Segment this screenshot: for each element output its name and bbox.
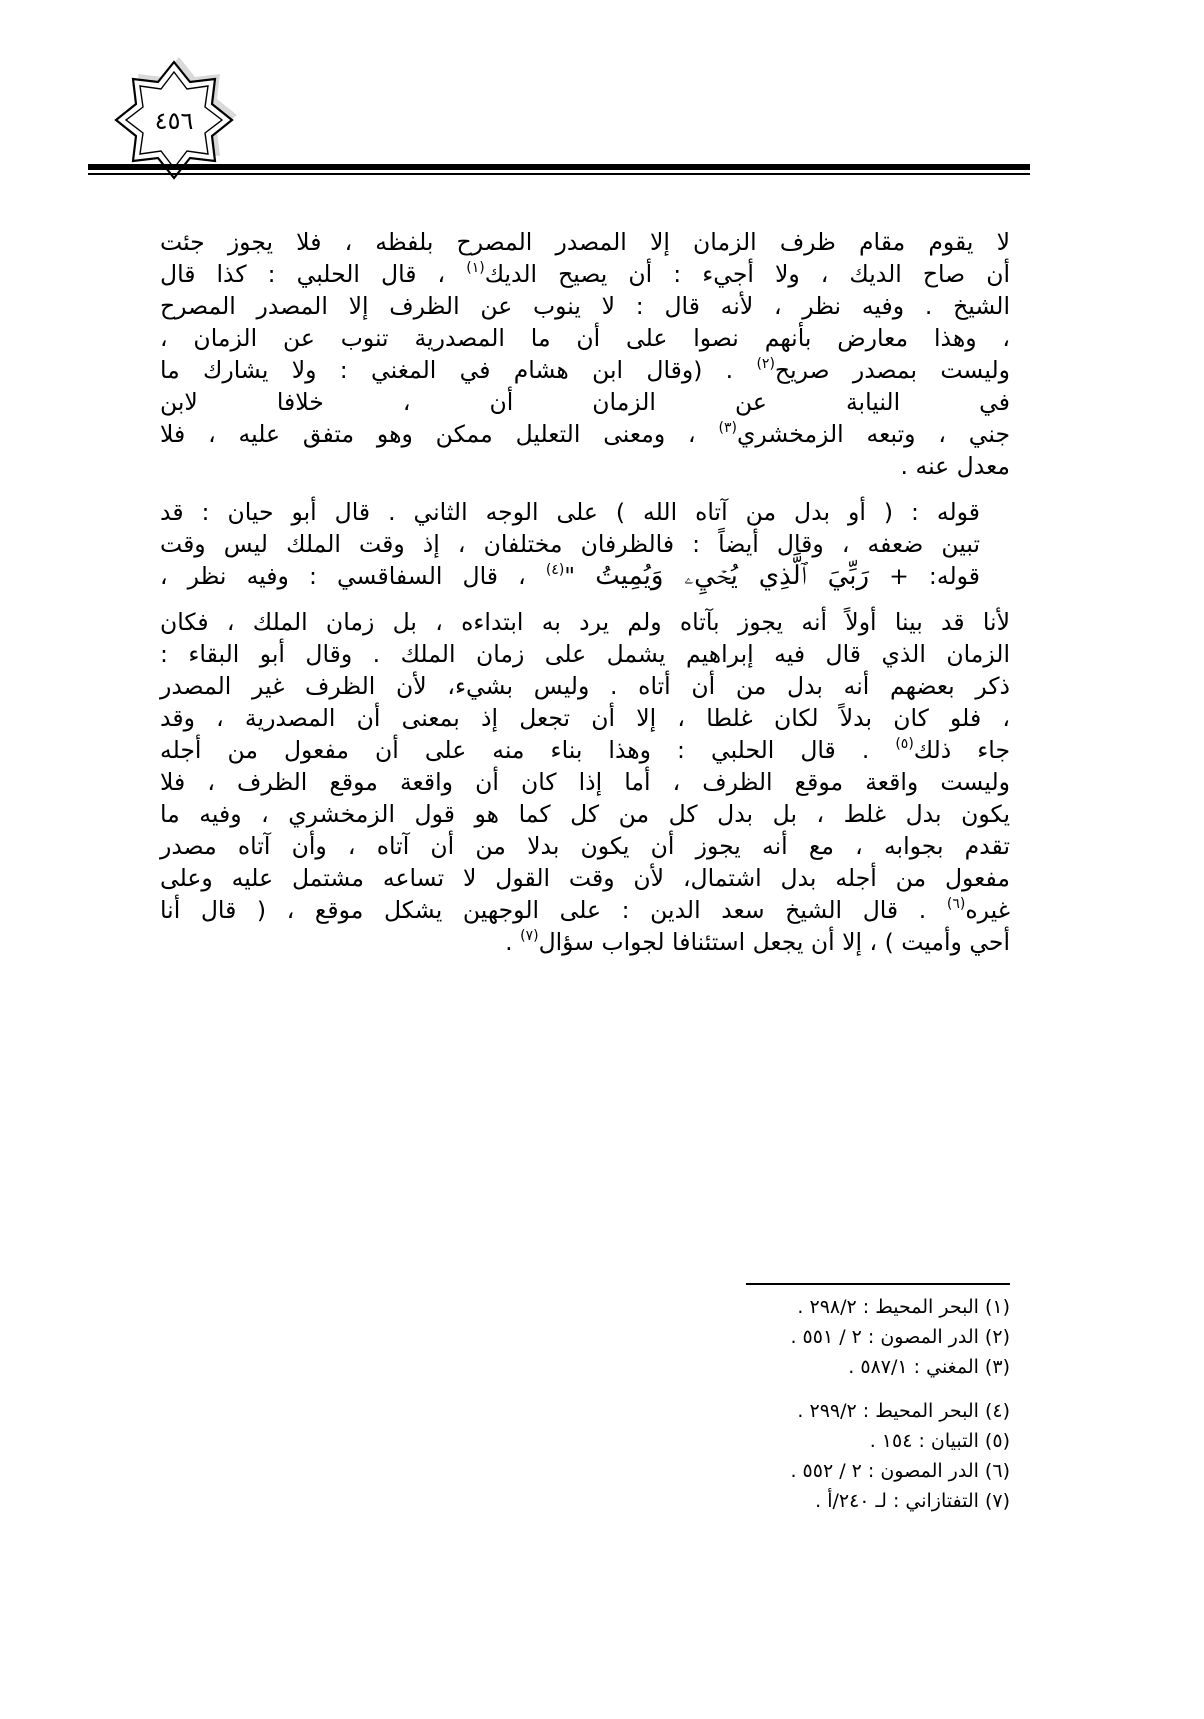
page-number: ٤٥٦: [154, 107, 194, 135]
text-line: لا يقوم مقام ظرف الزمان إلا المصدر المصرح بلفظه ، فلا يجوز جئت: [160, 228, 1010, 256]
text-line: تقدم بجوابه ، مع أنه يجوز أن يكون بدلا من أن آتاه ، وأن آتاه مصدر: [160, 832, 1010, 860]
footnote-ref: (٦): [946, 896, 966, 912]
footnote: (٣) المغني : ٥٨٧/١ .: [848, 1356, 1010, 1378]
text-line: معدل عنه .: [900, 452, 1010, 480]
text-line: في النيابة عن الزمان أن ، خلافا لابن: [160, 388, 1010, 416]
footnote-ref: (٧): [520, 928, 539, 944]
footnote-ref: (٣): [718, 420, 737, 436]
footnote-ref: (٢): [756, 356, 775, 372]
text-line: يكون بدل غلط ، بل بدل كل من كل كما هو قول الزمخشري ، وفيه ما: [160, 800, 1010, 828]
text-line: الشيخ . وفيه نظر ، لأنه قال : لا ينوب عن الظرف إلا المصدر المصرح: [160, 292, 1010, 320]
text-line: مفعول من أجله بدل اشتمال، لأن وقت القول لا تساعه مشتمل عليه وعلى: [160, 864, 1010, 892]
text-line: لأنا قد بينا أولاً أنه يجوز بآتاه ولم يرد به ابتداءه ، بل زمان الملك ، فكان: [160, 608, 1010, 636]
footnotes: [600, 1292, 1010, 1516]
text-line: جاء ذلك$^{(٥)}$ . قال الحلبي : وهذا بناء منه على أن مفعول من أجله: [160, 736, 1010, 764]
footnote: (٤) البحر المحيط : ٢٩٩/٢ .: [797, 1400, 1010, 1422]
footnote: (٦) الدر المصون : ٢ / ٥٥٢ .: [790, 1460, 1010, 1482]
footnote: (٧) التفتازاني : لـ ٢٤٠/أ .: [815, 1490, 1010, 1512]
text-line: تبين ضعفه ، وقال أيضاً : فالظرفان مختلفان ، إذ وقت الملك ليس وقت: [160, 530, 980, 558]
footnote-separator: [746, 1283, 1010, 1285]
header-rule: [88, 164, 1030, 176]
footnote-ref: (١): [466, 260, 485, 276]
footnote: (١) البحر المحيط : ٢٩٨/٢ .: [797, 1296, 1010, 1318]
body-text: [160, 226, 1010, 972]
quran-verse: رَبِّيَ ٱلَّذِي يُحۡيِۦ وَيُمِيتُ: [595, 561, 870, 591]
text-line: وليست بمصدر صريح$^{(٢)}$ . (وقال ابن هشام في المغني : ولا يشارك ما: [160, 356, 1010, 384]
text-line: ، فلو كان بدلاً لكان غلطا ، إلا أن تجعل إذ بمعنى أن المصدرية ، وقد: [160, 704, 1010, 732]
paragraph-3: [160, 606, 1010, 958]
text-line: وليست واقعة موقع الظرف ، أما إذا كان أن واقعة موقع الظرف ، فلا: [160, 768, 1010, 796]
text-line: ذكر بعضهم أنه بدل من أن أتاه . وليس بشيء، لأن الظرف غير المصدر: [160, 672, 1010, 700]
footnote: (٥) التبيان : ١٥٤ .: [869, 1430, 1010, 1452]
text-line: جني ، وتبعه الزمخشري$^{(٣)}$ ، ومعنى التعليل ممكن وهو متفق عليه ، فلا: [160, 420, 1010, 448]
text-line: أن صاح الديك ، ولا أجيء : أن يصيح الديك$^{(١)}$ ، قال الحلبي : كذا قال: [160, 260, 1010, 288]
text-line: ، وهذا معارض بأنهم نصوا على أن ما المصدرية تنوب عن الزمان ،: [160, 324, 1010, 352]
text-line: الزمان الذي قال فيه إبراهيم يشمل على زمان الملك . وقال أبو البقاء :: [160, 640, 1010, 668]
footnote-ref: (٤): [545, 562, 565, 578]
text-line: أحي وأميت ) ، إلا أن يجعل استئنافا لجواب سؤال$^{(٧)}$ .: [505, 928, 1010, 956]
paragraph-1: [160, 226, 1010, 482]
footnote: (٢) الدر المصون : ٢ / ٥٥١ .: [790, 1326, 1010, 1348]
paragraph-2: [160, 496, 1010, 592]
text-line: قوله: + رَبِّيَ ٱلَّذِي يُحۡيِۦ وَيُمِيتُ "$^{(٤)}$ ، قال السفاقسي : وفيه نظر ،: [160, 561, 980, 591]
text-line: غيره$^{(٦)}$ . قال الشيخ سعد الدين : على الوجهين يشكل موقع ، ( قال أنا: [160, 896, 1010, 924]
text-line: قوله : ( أو بدل من آتاه الله ) على الوجه الثاني . قال أبو حيان : قد: [160, 498, 980, 526]
footnote-ref: (٥): [895, 736, 914, 752]
